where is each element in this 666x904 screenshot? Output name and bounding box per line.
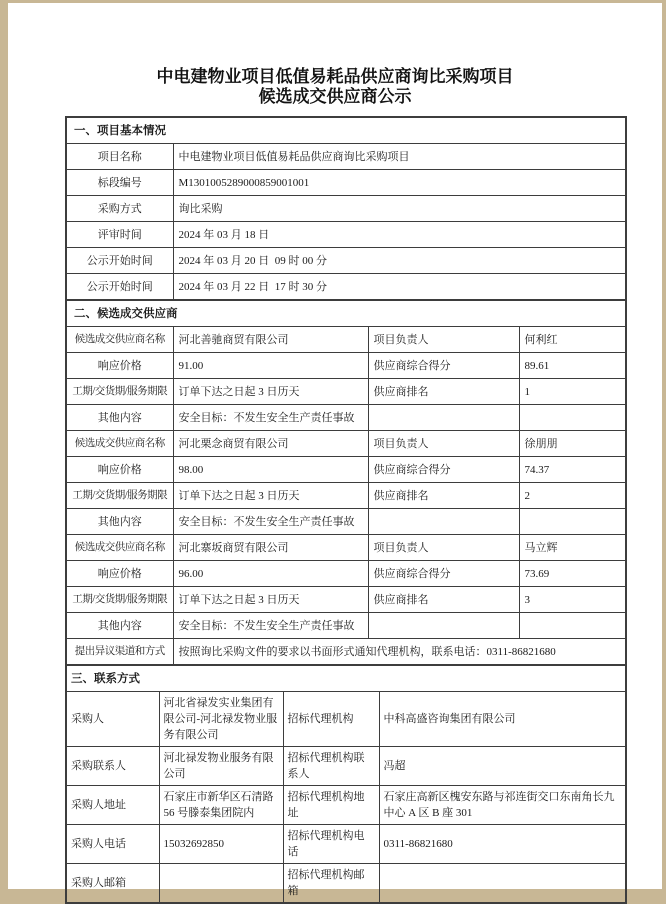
- section3-header: 三、联系方式: [66, 665, 626, 692]
- purchaser-email-label: 采购人邮箱: [66, 864, 159, 904]
- project-name-value: 中电建物业项目低值易耗品供应商询比采购项目: [173, 144, 626, 170]
- agency-value: 中科高盛咨询集团有限公司: [379, 692, 626, 747]
- purchaser-phone-value: 15032692850: [159, 825, 283, 864]
- response-price-value: 96.00: [173, 561, 368, 587]
- table-row: [66, 274, 626, 301]
- table-row: [66, 144, 626, 170]
- delivery-period-label: 工期/交货期/服务期限: [66, 483, 173, 509]
- delivery-period-label: 工期/交货期/服务期限: [66, 587, 173, 613]
- purchaser-contact-label: 采购联系人: [66, 747, 159, 786]
- table-row: [66, 170, 626, 196]
- project-leader-label: 项目负责人: [368, 327, 519, 353]
- purchaser-contact-value: 河北禄发物业服务有限公司: [159, 747, 283, 786]
- empty-cell: [519, 613, 626, 639]
- section2-header: 二、候选成交供应商: [66, 300, 626, 327]
- supplier-name-label: 候选成交供应商名称: [66, 327, 173, 353]
- supplier1-other-row: [66, 405, 626, 431]
- agency-contact-value: 冯超: [379, 747, 626, 786]
- supplier3-period-row: [66, 587, 626, 613]
- empty-cell: [368, 509, 519, 535]
- supplier2-period-row: [66, 483, 626, 509]
- supplier-name-value: 河北寨坂商贸有限公司: [173, 535, 368, 561]
- procurement-method-label: 采购方式: [66, 196, 173, 222]
- other-content-label: 其他内容: [66, 613, 173, 639]
- supplier-rank-label: 供应商排名: [368, 379, 519, 405]
- purchaser-phone-row: [66, 825, 626, 864]
- empty-cell: [368, 405, 519, 431]
- supplier2-price-row: [66, 457, 626, 483]
- empty-cell: [368, 613, 519, 639]
- tables-container: [65, 116, 625, 904]
- agency-address-label: 招标代理机构地址: [283, 786, 379, 825]
- composite-score-label: 供应商综合得分: [368, 353, 519, 379]
- purchaser-address-label: 采购人地址: [66, 786, 159, 825]
- objection-row: [66, 639, 626, 666]
- supplier-rank-value: 1: [519, 379, 626, 405]
- delivery-period-label: 工期/交货期/服务期限: [66, 379, 173, 405]
- agency-email-value: [379, 864, 626, 904]
- section1-header: 一、项目基本情况: [66, 117, 626, 144]
- supplier-name-label: 候选成交供应商名称: [66, 535, 173, 561]
- procurement-method-value: 询比采购: [173, 196, 626, 222]
- section2-header-row: [66, 300, 626, 327]
- purchaser-email-value: [159, 864, 283, 904]
- section-number-value: M1301005289000859001001: [173, 170, 626, 196]
- project-leader-value: 何利红: [519, 327, 626, 353]
- document-title-line2: 候选成交供应商公示: [258, 87, 412, 106]
- project-leader-label: 项目负责人: [368, 535, 519, 561]
- response-price-value: 91.00: [173, 353, 368, 379]
- purchaser-phone-label: 采购人电话: [66, 825, 159, 864]
- delivery-period-value: 订单下达之日起 3 日历天: [173, 587, 368, 613]
- purchaser-value: 河北省禄发实业集团有限公司-河北禄发物业服务有限公司: [159, 692, 283, 747]
- section1-header-row: [66, 117, 626, 144]
- project-name-label: 项目名称: [66, 144, 173, 170]
- document-title-line1: 中电建物业项目低值易耗品供应商询比采购项目: [156, 67, 514, 86]
- document-title: [8, 67, 662, 107]
- supplier1-price-row: [66, 353, 626, 379]
- purchaser-email-row: [66, 864, 626, 904]
- document-page: [8, 3, 662, 897]
- supplier-name-value: 河北栗念商贸有限公司: [173, 431, 368, 457]
- delivery-period-value: 订单下达之日起 3 日历天: [173, 379, 368, 405]
- contact-table: [65, 664, 627, 904]
- purchaser-address-row: [66, 786, 626, 825]
- purchaser-label: 采购人: [66, 692, 159, 747]
- supplier-rank-value: 3: [519, 587, 626, 613]
- section3-header-row: [66, 665, 626, 692]
- agency-address-value: 石家庄高新区槐安东路与祁连街交口东南角长九中心 A 区 B 座 301: [379, 786, 626, 825]
- response-price-label: 响应价格: [66, 457, 173, 483]
- publicity-end-time-value: 2024 年 03 月 22 日 17 时 30 分: [173, 274, 626, 301]
- project-leader-value: 马立辉: [519, 535, 626, 561]
- response-price-label: 响应价格: [66, 561, 173, 587]
- agency-contact-label: 招标代理机构联系人: [283, 747, 379, 786]
- purchaser-contact-row: [66, 747, 626, 786]
- table-row: [66, 248, 626, 274]
- objection-channel-value: 按照询比采购文件的要求以书面形式通知代理机构，联系电话：0311-86821680: [173, 639, 626, 666]
- review-time-label: 评审时间: [66, 222, 173, 248]
- review-time-value: 2024 年 03 月 18 日: [173, 222, 626, 248]
- purchaser-row: [66, 692, 626, 747]
- composite-score-value: 73.69: [519, 561, 626, 587]
- other-content-value: 安全目标：不发生安全生产责任事故: [173, 509, 368, 535]
- project-info-table: [65, 116, 627, 301]
- section-number-label: 标段编号: [66, 170, 173, 196]
- composite-score-label: 供应商综合得分: [368, 457, 519, 483]
- response-price-label: 响应价格: [66, 353, 173, 379]
- empty-cell: [519, 509, 626, 535]
- response-price-value: 98.00: [173, 457, 368, 483]
- supplier3-name-row: [66, 535, 626, 561]
- other-content-value: 安全目标：不发生安全生产责任事故: [173, 405, 368, 431]
- agency-label: 招标代理机构: [283, 692, 379, 747]
- supplier3-price-row: [66, 561, 626, 587]
- supplier2-name-row: [66, 431, 626, 457]
- table-row: [66, 222, 626, 248]
- supplier1-period-row: [66, 379, 626, 405]
- project-leader-value: 徐朋朋: [519, 431, 626, 457]
- supplier-rank-label: 供应商排名: [368, 587, 519, 613]
- project-leader-label: 项目负责人: [368, 431, 519, 457]
- publicity-start-time-label: 公示开始时间: [66, 248, 173, 274]
- supplier2-other-row: [66, 509, 626, 535]
- supplier3-other-row: [66, 613, 626, 639]
- agency-email-label: 招标代理机构邮箱: [283, 864, 379, 904]
- candidate-suppliers-table: [65, 299, 627, 666]
- empty-cell: [519, 405, 626, 431]
- composite-score-value: 74.37: [519, 457, 626, 483]
- agency-phone-value: 0311-86821680: [379, 825, 626, 864]
- other-content-value: 安全目标：不发生安全生产责任事故: [173, 613, 368, 639]
- supplier1-name-row: [66, 327, 626, 353]
- table-row: [66, 196, 626, 222]
- delivery-period-value: 订单下达之日起 3 日历天: [173, 483, 368, 509]
- supplier-name-label: 候选成交供应商名称: [66, 431, 173, 457]
- agency-phone-label: 招标代理机构电话: [283, 825, 379, 864]
- supplier-rank-value: 2: [519, 483, 626, 509]
- composite-score-value: 89.61: [519, 353, 626, 379]
- supplier-name-value: 河北善驰商贸有限公司: [173, 327, 368, 353]
- purchaser-address-value: 石家庄市新华区石清路 56 号滕泰集团院内: [159, 786, 283, 825]
- publicity-start-time-value: 2024 年 03 月 20 日 09 时 00 分: [173, 248, 626, 274]
- other-content-label: 其他内容: [66, 405, 173, 431]
- composite-score-label: 供应商综合得分: [368, 561, 519, 587]
- objection-channel-label: 提出异议渠道和方式: [66, 639, 173, 666]
- publicity-end-time-label: 公示开始时间: [66, 274, 173, 301]
- supplier-rank-label: 供应商排名: [368, 483, 519, 509]
- other-content-label: 其他内容: [66, 509, 173, 535]
